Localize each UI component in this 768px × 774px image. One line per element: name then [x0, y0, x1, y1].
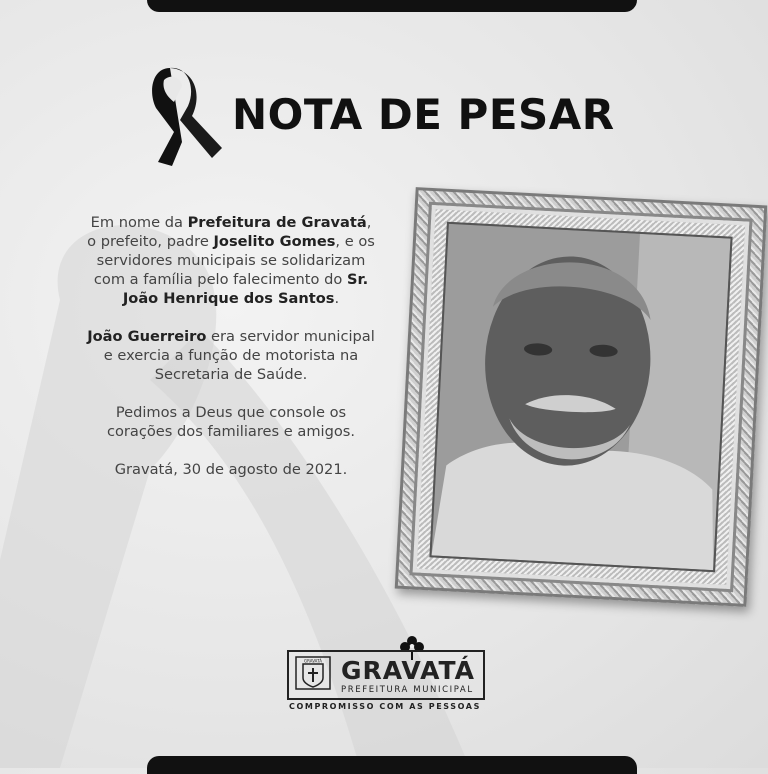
portrait-illustration [432, 224, 731, 570]
paragraph-3: Pedimos a Deus que console os corações dos familiares e amigos. [106, 404, 356, 440]
title-row [140, 62, 615, 168]
paragraph-2: João Guerreiro era servidor municipal e exercia a função de motorista na Secretaria de Saúde. [87, 328, 375, 383]
frame-border [413, 205, 750, 589]
portrait-photo [429, 222, 732, 573]
bottom-bar [147, 756, 637, 774]
date-line: Gravatá, 30 de agosto de 2021. [114, 461, 348, 478]
crest-icon [295, 656, 331, 690]
mourning-ribbon-icon [140, 62, 226, 168]
logo-tagline: COMPROMISSO COM AS PESSOAS [289, 702, 481, 711]
logo-name: GRAVATÁ [341, 656, 475, 685]
portrait-frame [395, 187, 768, 607]
message-body [86, 213, 376, 498]
gravata-logo [285, 634, 485, 712]
page-title: NOTA DE PESAR [232, 89, 615, 139]
paragraph-1: Em nome da Prefeitura de Gravatá, o prefeito, padre Joselito Gomes, e os servidores municipais se solidarizam com a família pelo falecimento do Sr. João Henrique dos Santos. [87, 214, 375, 307]
crest-label: GRAVATÁ [304, 658, 322, 664]
logo-subtitle: PREFEITURA MUNICIPAL [341, 685, 474, 695]
